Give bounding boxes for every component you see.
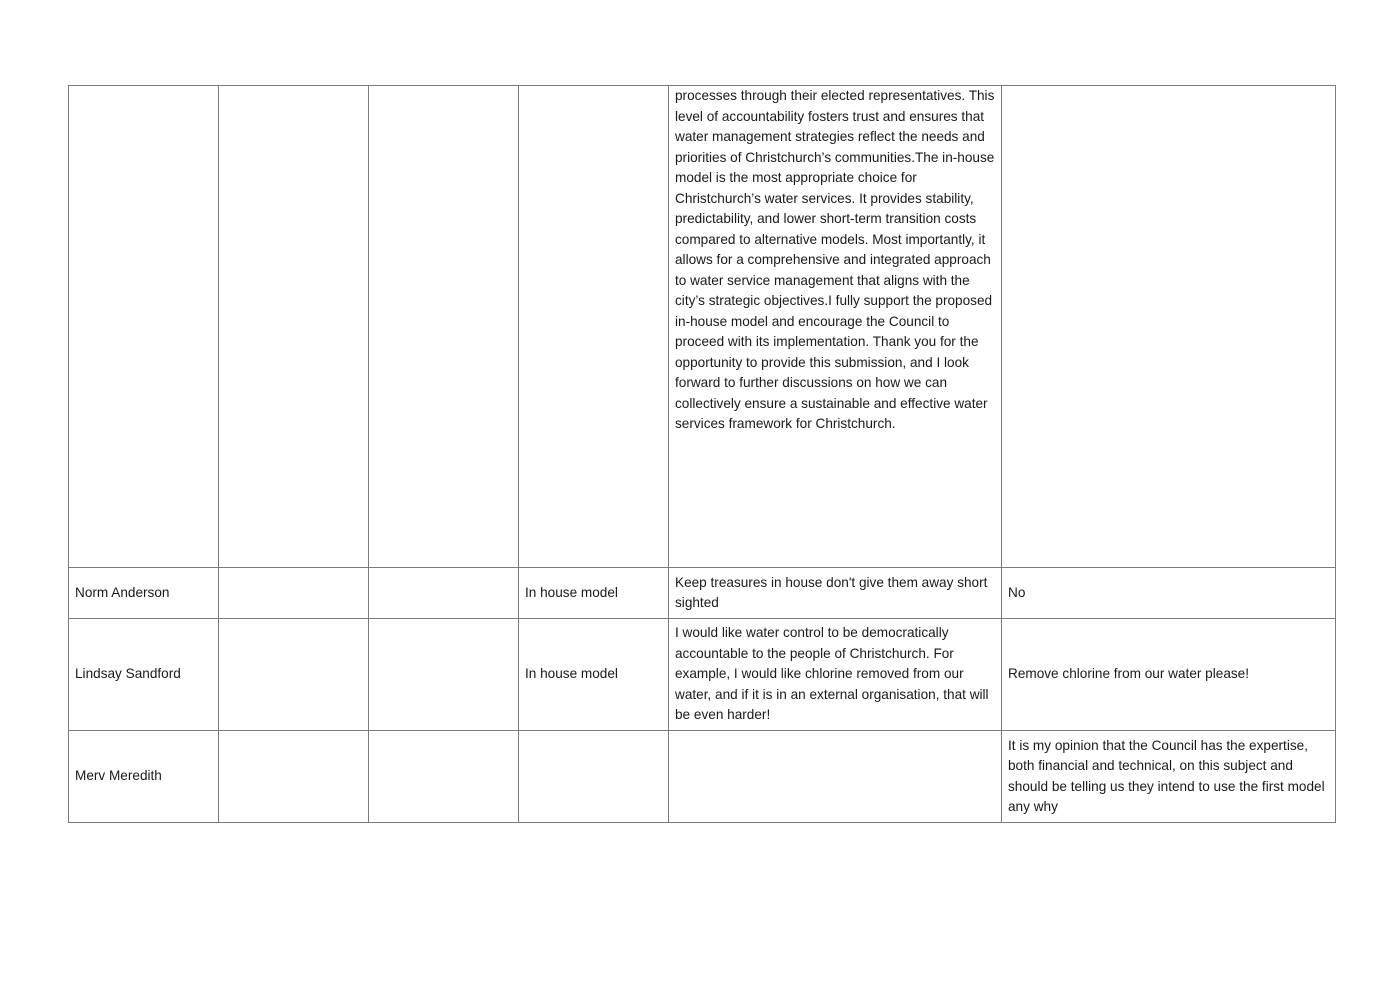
- comment-cell: processes through their elected representatives. This level of accountability fosters trust and ensures that water management strategies reflect the needs and priorities of Christchurch’s communities.The in-house model is the most appropriate choice for Christchurch’s water services. It provides stability, predictability, and lower short-term transition costs compared to alternative models. Most importantly, it allows for a comprehensive and integrated approach to water service management that aligns with the city’s strategic objectives.I fully support the proposed in-house model and encourage the Council to proceed with its implementation. Thank you for the opportunity to provide this submission, and I look forward to further discussions on how we can collectively ensure a sustainable and effective water services framework for Christchurch.: [669, 86, 1002, 568]
- blank-cell: [369, 568, 519, 619]
- submitter-name-cell: Lindsay Sandford: [69, 619, 219, 731]
- table-row: [69, 619, 1336, 731]
- other-comments-cell: It is my opinion that the Council has the expertise, both financial and technical, on this subject and should be telling us they intend to use the first model any why: [1002, 731, 1336, 823]
- preferred-model-cell: [519, 731, 669, 823]
- comment-cell: Keep treasures in house don't give them away short sighted: [669, 568, 1002, 619]
- other-comments-cell: No: [1002, 568, 1336, 619]
- blank-cell: [369, 619, 519, 731]
- submitter-name-cell: [69, 86, 219, 568]
- comment-cell: [669, 731, 1002, 823]
- other-comments-cell: Remove chlorine from our water please!: [1002, 619, 1336, 731]
- table-row: [69, 731, 1336, 823]
- table-row: [69, 568, 1336, 619]
- blank-cell: [219, 86, 369, 568]
- blank-cell: [369, 731, 519, 823]
- submitter-name-cell: Merv Meredith: [69, 731, 219, 823]
- blank-cell: [219, 731, 369, 823]
- comment-cell: I would like water control to be democratically accountable to the people of Christchurch. For example, I would like chlorine removed from our water, and if it is in an external organisation, that will be even harder!: [669, 619, 1002, 731]
- preferred-model-cell: In house model: [519, 619, 669, 731]
- table-row: [69, 86, 1336, 568]
- preferred-model-cell: [519, 86, 669, 568]
- blank-cell: [219, 619, 369, 731]
- blank-cell: [219, 568, 369, 619]
- blank-cell: [369, 86, 519, 568]
- submissions-table: [68, 85, 1336, 823]
- other-comments-cell: [1002, 86, 1336, 568]
- preferred-model-cell: In house model: [519, 568, 669, 619]
- submitter-name-cell: Norm Anderson: [69, 568, 219, 619]
